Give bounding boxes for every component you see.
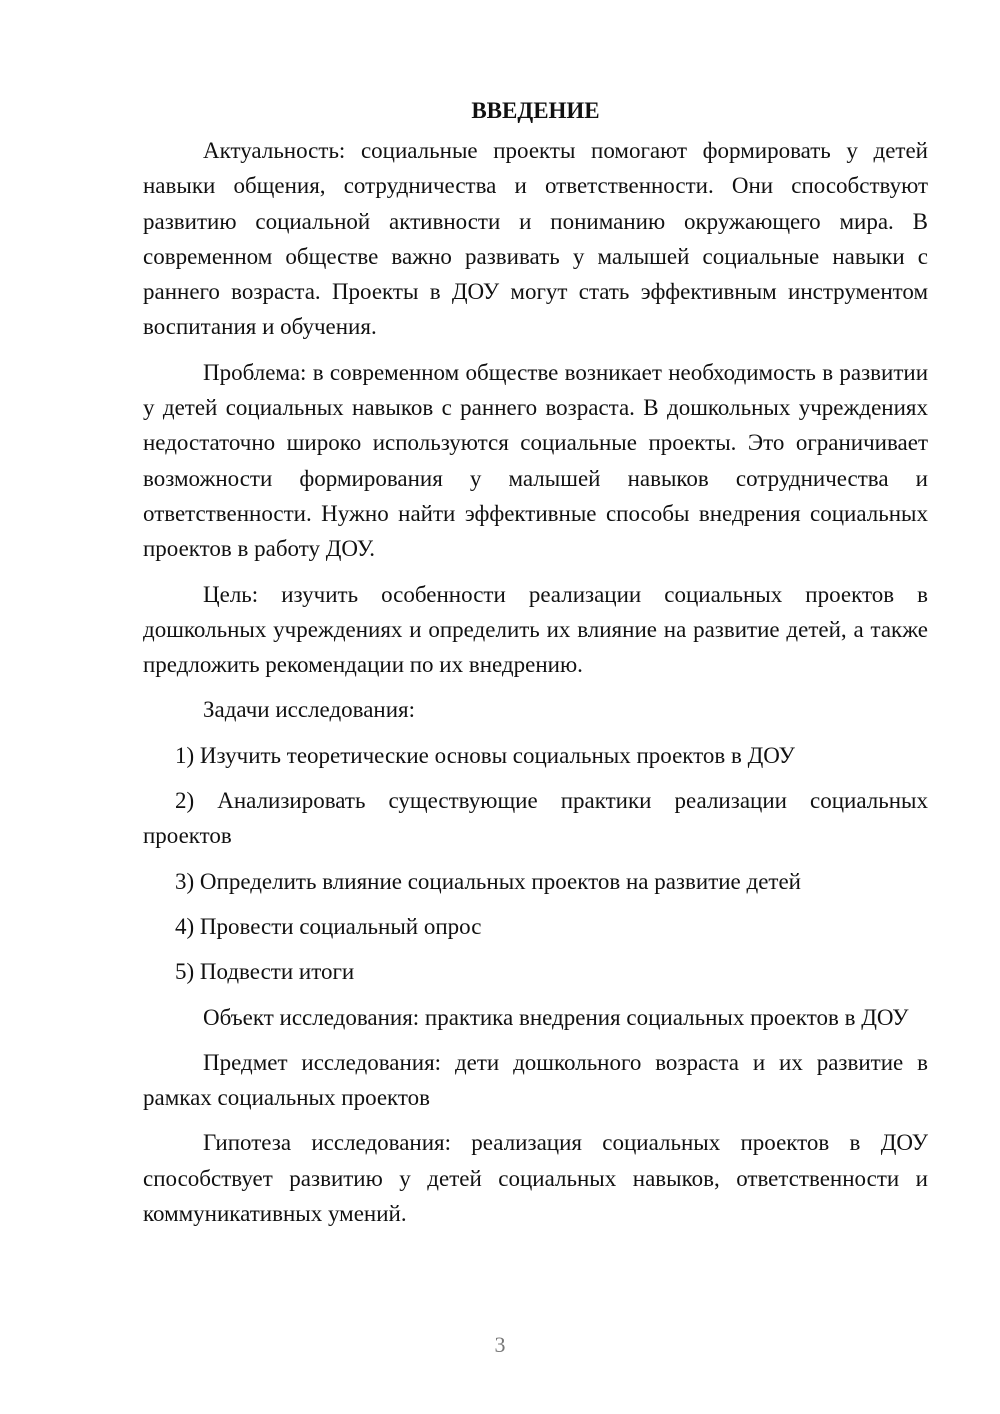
object-paragraph: Объект исследования: практика внедрения социальных проектов в ДОУ	[203, 1004, 909, 1030]
hypothesis-paragraph: Гипотеза исследования: реализация социальных проектов в ДОУ способствует развитию у детей социальных навыков, ответственности и коммуникативных умений.	[143, 1130, 928, 1227]
task-item-3: 3) Определить влияние социальных проектов на развитие детей	[175, 868, 801, 894]
tasks-heading: Задачи исследования:	[203, 697, 416, 723]
goal-paragraph: Цель: изучить особенности реализации социальных проектов в дошкольных учреждениях и определить их влияние на развитие детей, а также предложить рекомендации по их внедрению.	[143, 581, 928, 678]
section-title: ВВЕДЕНИЕ	[471, 98, 600, 123]
page-content	[143, 95, 928, 1231]
problem-paragraph: Проблема: в современном обществе возникает необходимость в развитии у детей социальных навыков с раннего возраста. В дошкольных учреждениях недостаточно широко используются социальные проекты. Это ограничивает возможности формирования у малышей навыков сотрудничества и ответственности. Нужно найти эффективные способы внедрения социальных проектов в работу ДОУ.	[143, 359, 928, 562]
task-item-4: 4) Провести социальный опрос	[175, 913, 482, 939]
task-item-5: 5) Подвести итоги	[175, 959, 355, 985]
task-item-2: 2) Анализировать существующие практики реализации социальных проектов	[143, 788, 928, 849]
page-number: 3	[494, 1332, 506, 1357]
task-item-1: 1) Изучить теоретические основы социальных проектов в ДОУ	[175, 742, 795, 768]
relevance-paragraph: Актуальность: социальные проекты помогают формировать у детей навыки общения, сотрудничества и ответственности. Они способствуют развитию социальной активности и пониманию окружающего мира. В современном обществе важно развивать у малышей социальные навыки с раннего возраста. Проекты в ДОУ могут стать эффективным инструментом воспитания и обучения.	[143, 138, 928, 340]
subject-paragraph: Предмет исследования: дети дошкольного возраста и их развитие в рамках социальных проектов	[143, 1049, 928, 1111]
